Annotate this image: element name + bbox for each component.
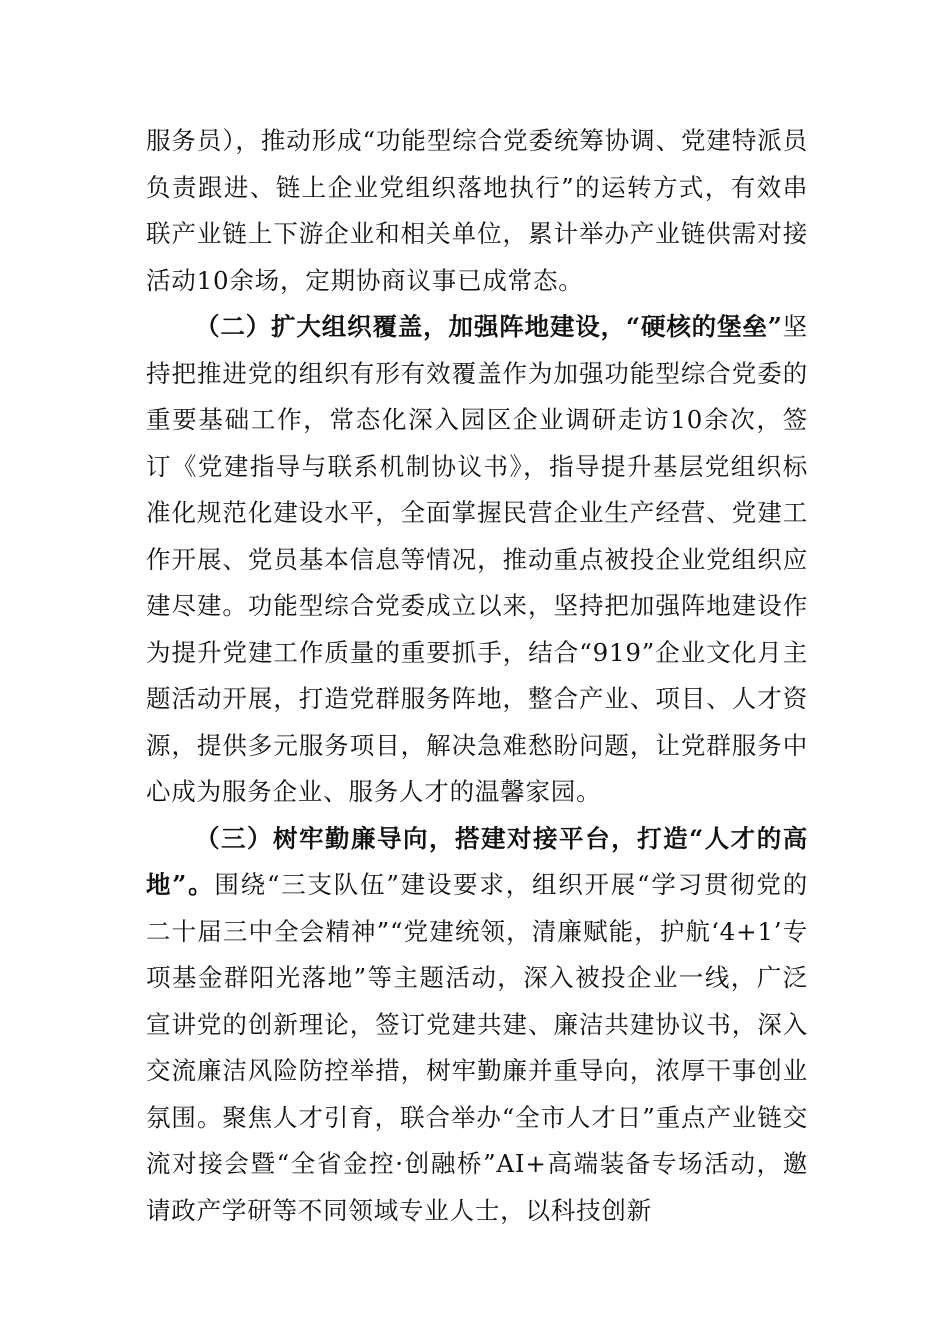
paragraph-2-body: 坚持把推进党的组织有形有效覆盖作为加强功能型综合党委的重要基础工作，常态化深入园区企业调研走访10余次，签订《党建指导与联系机制协议书》，指导提升基层党组织标准化规范化建设水平，全面掌握民营企业生产经营、党建工作开展、党员基本信息等情况，推动重点被投企业党组织应建尽建。功能型综合党委成立以来，坚持把加强阵地建设作为提升党建工作质量的重要抓手，结合“919”企业文化月主题活动开展，打造党群服务阵地，整合产业、项目、人才资源，提供多元服务项目，解决急难愁盼问题，让党群服务中心成为服务企业、服务人才的温馨家园。 xyxy=(146,312,808,806)
document-body xyxy=(146,118,808,1234)
paragraph-2 xyxy=(146,304,808,816)
paragraph-1-body: 服务员），推动形成“功能型综合党委统筹协调、党建特派员负责跟进、链上企业党组织落地执行”的运转方式，有效串联产业链上下游企业和相关单位，累计举办产业链供需对接活动10余场，定期协商议事已成常态。 xyxy=(146,126,808,295)
paragraph-3 xyxy=(146,816,808,1235)
section-3-heading: （三）树牢勤廉导向，搭建对接平台，打造“人才的高地”。 xyxy=(146,823,808,899)
paragraph-1 xyxy=(146,118,808,304)
section-2-heading: （二）扩大组织覆盖，加强阵地建设，“硬核的堡垒” xyxy=(195,312,783,341)
paragraph-3-body: 围绕“三支队伍”建设要求，组织开展“学习贯彻党的二十届三中全会精神”“党建统领，清廉赋能，护航‘4+1’专项基金群阳光落地”等主题活动，深入被投企业一线，广泛宣讲党的创新理论，签订党建共建、廉洁共建协议书，深入交流廉洁风险防控举措，树牢勤廉并重导向，浓厚干事创业氛围。聚焦人才引育，联合举办“全市人才日”重点产业链交流对接会暨“全省金控·创融桥”AI+高端装备专场活动，邀请政产学研等不同领域专业人士，以科技创新 xyxy=(146,870,808,1225)
